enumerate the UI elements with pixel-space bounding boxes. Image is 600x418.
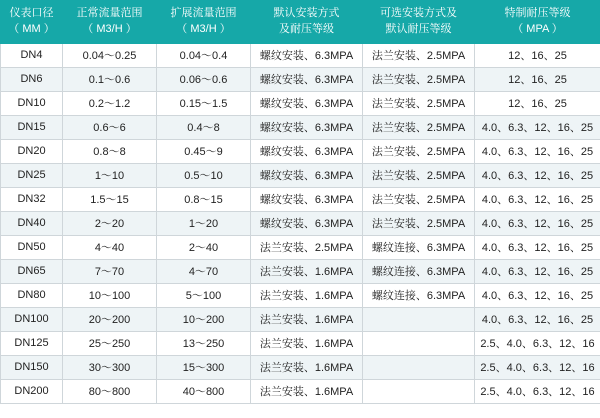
cell-extended-range: 0.8～15: [157, 187, 251, 211]
cell-normal-range: 25～250: [63, 331, 157, 355]
cell-default-install: 法兰安装、1.6MPA: [251, 283, 363, 307]
cell-optional-install: 法兰安装、2.5MPA: [363, 67, 475, 91]
cell-default-install: 法兰安装、1.6MPA: [251, 379, 363, 403]
cell-optional-install: 法兰安装、2.5MPA: [363, 43, 475, 67]
cell-diameter: DN65: [1, 259, 63, 283]
table-row: [1, 211, 600, 235]
cell-optional-install: [363, 355, 475, 379]
cell-normal-range: 1～10: [63, 163, 157, 187]
cell-special-pressure: 4.0、6.3、12、16、25: [475, 283, 600, 307]
cell-normal-range: 2～20: [63, 211, 157, 235]
header-line-1: 仪表口径: [9, 7, 54, 19]
cell-default-install: 法兰安装、1.6MPA: [251, 355, 363, 379]
cell-optional-install: [363, 307, 475, 331]
cell-optional-install: 法兰安装、2.5MPA: [363, 211, 475, 235]
cell-optional-install: 法兰安装、2.5MPA: [363, 139, 475, 163]
cell-special-pressure: 4.0、6.3、12、16、25: [475, 115, 600, 139]
cell-extended-range: 5～100: [157, 283, 251, 307]
cell-extended-range: 4～70: [157, 259, 251, 283]
cell-special-pressure: 2.5、4.0、6.3、12、16: [475, 331, 600, 355]
table-row: [1, 43, 600, 67]
header-line-2: （ MPA ）: [512, 22, 563, 35]
header-cell-default-install: [251, 1, 363, 44]
cell-diameter: DN10: [1, 91, 63, 115]
header-cell-extended-range: [157, 1, 251, 44]
cell-optional-install: 螺纹连接、6.3MPA: [363, 235, 475, 259]
cell-default-install: 法兰安装、1.6MPA: [251, 307, 363, 331]
table-row: [1, 139, 600, 163]
cell-diameter: DN150: [1, 355, 63, 379]
cell-default-install: 螺纹安装、6.3MPA: [251, 67, 363, 91]
table-row: [1, 379, 600, 403]
cell-diameter: DN50: [1, 235, 63, 259]
cell-default-install: 螺纹安装、6.3MPA: [251, 211, 363, 235]
cell-normal-range: 80～800: [63, 379, 157, 403]
cell-normal-range: 10～100: [63, 283, 157, 307]
cell-special-pressure: 2.5、4.0、6.3、12、16: [475, 379, 600, 403]
cell-extended-range: 0.5～10: [157, 163, 251, 187]
header-line-1: 正常流量范围: [76, 7, 143, 19]
table-header: [1, 1, 600, 44]
cell-extended-range: 2～40: [157, 235, 251, 259]
cell-diameter: DN40: [1, 211, 63, 235]
cell-special-pressure: 2.5、4.0、6.3、12、16: [475, 355, 600, 379]
cell-normal-range: 20～200: [63, 307, 157, 331]
table-row: [1, 91, 600, 115]
table-row: [1, 259, 600, 283]
cell-normal-range: 0.2～1.2: [63, 91, 157, 115]
table-row: [1, 307, 600, 331]
cell-special-pressure: 12、16、25: [475, 91, 600, 115]
table-body: [1, 43, 600, 403]
cell-optional-install: 法兰安装、2.5MPA: [363, 163, 475, 187]
header-line-1: 默认安装方式: [273, 7, 340, 19]
table-row: [1, 187, 600, 211]
cell-default-install: 螺纹安装、6.3MPA: [251, 163, 363, 187]
cell-diameter: DN125: [1, 331, 63, 355]
cell-extended-range: 0.15～1.5: [157, 91, 251, 115]
cell-extended-range: 1～20: [157, 211, 251, 235]
cell-optional-install: 法兰安装、2.5MPA: [363, 187, 475, 211]
header-cell-special-pressure: [475, 1, 600, 44]
cell-special-pressure: 4.0、6.3、12、16、25: [475, 211, 600, 235]
cell-optional-install: 法兰安装、2.5MPA: [363, 91, 475, 115]
header-line-2: （ MM ）: [8, 22, 55, 35]
cell-extended-range: 0.04～0.4: [157, 43, 251, 67]
cell-special-pressure: 4.0、6.3、12、16、25: [475, 187, 600, 211]
header-cell-diameter: [1, 1, 63, 44]
cell-special-pressure: 4.0、6.3、12、16、25: [475, 235, 600, 259]
header-line-1: 扩展流量范围: [170, 7, 237, 19]
table-row: [1, 115, 600, 139]
cell-normal-range: 7～70: [63, 259, 157, 283]
cell-special-pressure: 4.0、6.3、12、16、25: [475, 163, 600, 187]
cell-diameter: DN32: [1, 187, 63, 211]
header-cell-optional-install: [363, 1, 475, 44]
cell-optional-install: 法兰安装、2.5MPA: [363, 115, 475, 139]
cell-special-pressure: 4.0、6.3、12、16、25: [475, 307, 600, 331]
cell-normal-range: 0.1～0.6: [63, 67, 157, 91]
cell-diameter: DN25: [1, 163, 63, 187]
header-cell-normal-range: [63, 1, 157, 44]
header-row: [1, 1, 600, 44]
cell-default-install: 法兰安装、1.6MPA: [251, 259, 363, 283]
cell-default-install: 螺纹安装、6.3MPA: [251, 43, 363, 67]
cell-diameter: DN100: [1, 307, 63, 331]
cell-special-pressure: 12、16、25: [475, 43, 600, 67]
cell-diameter: DN200: [1, 379, 63, 403]
header-line-2: （ M3/H ）: [82, 22, 137, 35]
cell-normal-range: 0.6～6: [63, 115, 157, 139]
cell-extended-range: 0.45～9: [157, 139, 251, 163]
cell-extended-range: 40～800: [157, 379, 251, 403]
cell-optional-install: [363, 331, 475, 355]
cell-special-pressure: 12、16、25: [475, 67, 600, 91]
cell-default-install: 螺纹安装、6.3MPA: [251, 187, 363, 211]
cell-diameter: DN15: [1, 115, 63, 139]
cell-diameter: DN80: [1, 283, 63, 307]
table-row: [1, 355, 600, 379]
cell-default-install: 螺纹安装、6.3MPA: [251, 139, 363, 163]
table-row: [1, 163, 600, 187]
cell-default-install: 螺纹安装、6.3MPA: [251, 91, 363, 115]
header-line-2: 默认耐压等级: [385, 22, 452, 35]
cell-extended-range: 0.4～8: [157, 115, 251, 139]
cell-diameter: DN20: [1, 139, 63, 163]
header-line-1: 特制耐压等级: [504, 7, 571, 19]
cell-special-pressure: 4.0、6.3、12、16、25: [475, 139, 600, 163]
cell-diameter: DN6: [1, 67, 63, 91]
cell-extended-range: 0.06～0.6: [157, 67, 251, 91]
table-row: [1, 283, 600, 307]
cell-default-install: 法兰安装、1.6MPA: [251, 331, 363, 355]
cell-normal-range: 4～40: [63, 235, 157, 259]
cell-extended-range: 13～250: [157, 331, 251, 355]
cell-normal-range: 1.5～15: [63, 187, 157, 211]
cell-extended-range: 15～300: [157, 355, 251, 379]
header-line-1: 可选安装方式及: [380, 7, 457, 19]
cell-default-install: 法兰安装、2.5MPA: [251, 235, 363, 259]
cell-normal-range: 30～300: [63, 355, 157, 379]
cell-default-install: 螺纹安装、6.3MPA: [251, 115, 363, 139]
table-row: [1, 67, 600, 91]
cell-optional-install: [363, 379, 475, 403]
cell-normal-range: 0.8～8: [63, 139, 157, 163]
cell-optional-install: 螺纹连接、6.3MPA: [363, 283, 475, 307]
cell-optional-install: 螺纹连接、6.3MPA: [363, 259, 475, 283]
table-row: [1, 235, 600, 259]
cell-special-pressure: 4.0、6.3、12、16、25: [475, 259, 600, 283]
table-row: [1, 331, 600, 355]
cell-normal-range: 0.04～0.25: [63, 43, 157, 67]
header-line-2: 及耐压等级: [279, 22, 334, 35]
cell-extended-range: 10～200: [157, 307, 251, 331]
header-line-2: （ M3/H ）: [176, 22, 231, 35]
cell-diameter: DN4: [1, 43, 63, 67]
